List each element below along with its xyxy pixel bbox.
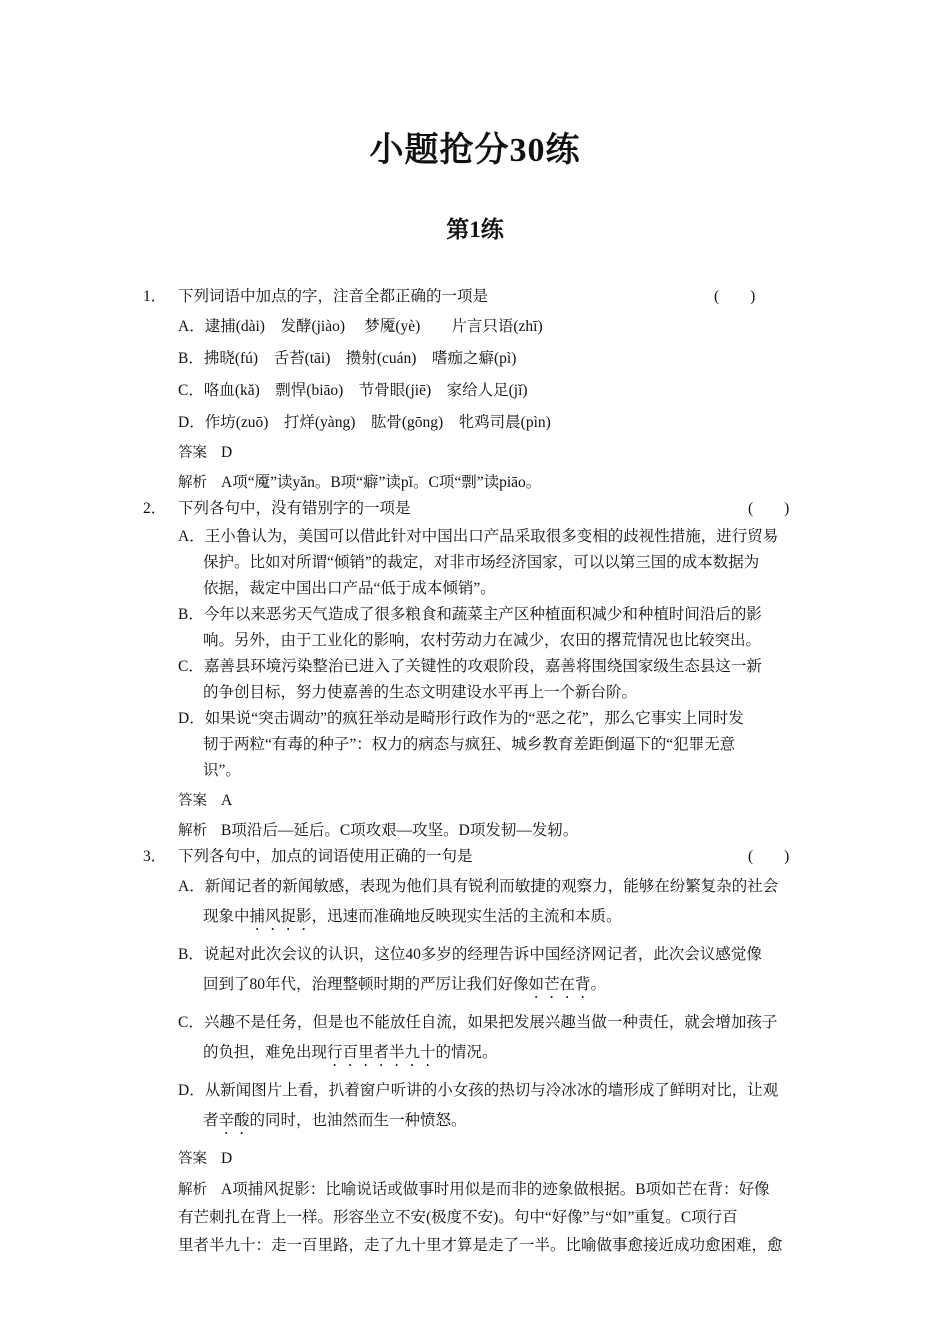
answer-line: [0, 1146, 950, 1172]
option-a-cont: 依据，裁定中国出口产品“低于成本倾销”。: [203, 580, 496, 597]
option-text: 的同时，也油然而生一种愤怒。: [249, 1112, 467, 1129]
answer-line: [0, 440, 950, 466]
option-a-cont: 保护。比如对所谓“倾销”的裁定，对非市场经济国家，可以以第三国的成本数据为: [203, 554, 760, 571]
analysis-label: 解析: [178, 475, 207, 491]
analysis-label: 解析: [178, 1182, 207, 1198]
option-b: B．今年以来恶劣天气造成了很多粮食和蔬菜主产区种植面积减少和种植时间沿后的影: [178, 606, 762, 623]
question-2: [0, 496, 950, 522]
answer-bracket: ( ): [748, 848, 790, 865]
question-3: [0, 844, 950, 870]
question-stem: 下列各句中，没有错别字的一项是: [178, 500, 411, 517]
option-a: A．新闻记者的新闻敏感，表现为他们具有锐利而敏捷的观察力，能够在纷繁复杂的社会: [178, 878, 779, 895]
option-d: D．如果说“突击调动”的疯狂举动是畸形行政作为的“恶之花”，那么它事实上同时发: [178, 710, 744, 727]
answer-label: 答案: [178, 1151, 207, 1167]
option-d-cont: 韧于两粒“有毒的种子”：权力的病态与疯狂、城乡教育差距倒逼下的“犯罪无意: [203, 736, 736, 753]
analysis-text: A项捕风捉影：比喻说话或做事时用似是而非的迹象做根据。B项如芒在背：好像: [221, 1181, 770, 1198]
option-text: 回到了80年代，治理整顿时期的严厉让我们好像: [203, 976, 529, 993]
dotted-phrase: 行百里者半九十: [327, 1044, 436, 1061]
option-text: 的情况。: [435, 1044, 498, 1061]
option-c: C．嘉善县环境污染整治已进入了关键性的攻艰阶段，嘉善将围绕国家级生态县这一新: [178, 658, 762, 675]
option-text: ，迅速而准确地反映现实生活的主流和本质。: [311, 908, 622, 925]
question-stem: 下列词语中加点的字，注音全都正确的一项是: [178, 288, 489, 305]
question-1: [0, 284, 950, 310]
analysis-text: A项“魇”读yǎn。B项“癖”读pǐ。C项“剽”读piāo。: [221, 474, 542, 491]
answer-value: D: [221, 444, 233, 461]
analysis-label: 解析: [178, 823, 207, 839]
option-text: A．王小鲁认为，美国可以借此针对中国出口产品采取很多变相的歧视性措施，进行贸易: [178, 528, 779, 545]
dotted-phrase: 捕风捉影: [249, 908, 312, 925]
option-text: 的负担，难免出现: [203, 1044, 328, 1061]
option-text: 。: [590, 976, 607, 993]
option-d: D．从新闻图片上看，扒着窗户听讲的小女孩的热切与冷冰冰的墙形成了鲜明对比，让观: [178, 1082, 779, 1099]
option-a: [0, 524, 950, 550]
question-number: 2．: [143, 500, 167, 517]
analysis-text: B项沿后—延后。C项攻艰—攻坚。D项发韧—发轫。: [221, 822, 579, 839]
answer-bracket: ( ): [748, 500, 790, 517]
option-c-cont: [0, 1040, 950, 1070]
question-number: 1．: [143, 288, 167, 305]
option-text: 现象中: [203, 908, 250, 925]
analysis-cont: 有芒刺扎在背上一样。形容坐立不安(极度不安)。句中“好像”与“如”重复。C项行百: [178, 1209, 738, 1226]
answer-value: A: [221, 792, 233, 809]
analysis-line: [0, 470, 950, 496]
question-list: [0, 284, 950, 1260]
option-d: D．作坊(zuō) 打烊(yàng) 肱骨(gōng) 牝鸡司晨(pìn): [178, 414, 551, 431]
question-number: 3．: [143, 848, 167, 865]
dotted-phrase: 如芒在背: [528, 976, 591, 993]
option-a-cont: [0, 904, 950, 934]
option-d-cont: [0, 1108, 950, 1138]
page-title: 小题抢分30练: [369, 132, 581, 169]
option-c: C．兴趣不是任务，但是也不能放任自流，如果把发展兴趣当做一种责任，就会增加孩子: [178, 1014, 778, 1031]
option-b-cont: 响。另外，由于工业化的影响，农村劳动力在减少，农田的撂荒情况也比较突出。: [203, 632, 762, 649]
answer-bracket: ( ): [714, 288, 756, 305]
question-stem: 下列各句中，加点的词语使用正确的一句是: [178, 848, 473, 865]
option-a: A．逮捕(dài) 发酵(jiào) 梦魇(yè) 片言只语(zhī): [178, 318, 543, 335]
analysis-line: [0, 818, 950, 844]
dotted-phrase: 辛酸: [218, 1112, 250, 1129]
analysis-cont: 里者半九十：走一百里路，走了九十里才算是走了一半。比喻做事愈接近成功愈困难，愈: [178, 1237, 783, 1254]
answer-label: 答案: [178, 793, 207, 809]
answer-value: D: [221, 1150, 233, 1167]
option-b: B．拂晓(fú) 舌苔(tāi) 攒射(cuán) 嗜痂之癖(pì): [178, 350, 517, 367]
page-subtitle: 第1练: [446, 217, 504, 242]
answer-line: [0, 788, 950, 814]
option-b: B．说起对此次会议的认识，这位40多岁的经理告诉中国经济网记者，此次会议感觉像: [178, 946, 762, 963]
answer-label: 答案: [178, 445, 207, 461]
option-c: C．咯血(kǎ) 剽悍(biāo) 节骨眼(jiē) 家给人足(jǐ): [178, 382, 528, 399]
option-c-cont: 的争创目标，努力使嘉善的生态文明建设水平再上一个新台阶。: [203, 684, 638, 701]
analysis-line: [0, 1176, 950, 1204]
option-d-cont: 识”。: [203, 762, 241, 779]
option-text: 者: [203, 1112, 219, 1129]
option-b-cont: [0, 972, 950, 1002]
